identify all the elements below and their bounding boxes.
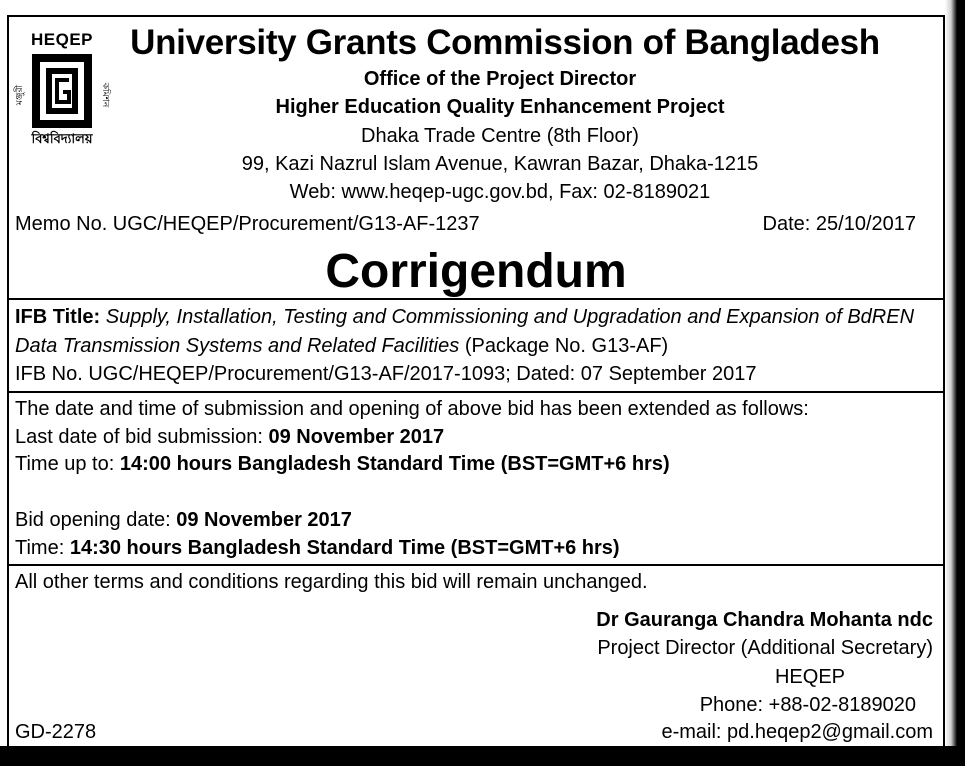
ifb-title-label: IFB Title: <box>15 306 101 328</box>
svg-text:মঞ্জুরী: মঞ্জুরী <box>15 84 25 106</box>
web-fax-line: Web: www.heqep-ugc.gov.bd, Fax: 02-8189021 <box>289 181 711 203</box>
memo-date: Date: 25/10/2017 <box>762 213 916 235</box>
opening-time: 14:30 hours Bangladesh Standard Time (BST=GMT+6 hrs) <box>69 537 620 559</box>
ugc-emblem-icon <box>12 50 112 132</box>
opening-date-line <box>15 508 352 532</box>
svg-text:কমিশন: কমিশন <box>100 82 110 108</box>
memo-number: Memo No. UGC/HEQEP/Procurement/G13-AF-1237 <box>15 213 480 235</box>
logo-top-text: HEQEP <box>30 30 94 49</box>
opening-label: Bid opening date: <box>15 509 171 531</box>
heqep-logo <box>12 30 112 150</box>
opening-time-label: Time: <box>15 537 65 559</box>
submission-time-label: Time up to: <box>15 453 115 475</box>
submission-time: 14:00 hours Bangladesh Standard Time (BST=GMT+6 hrs) <box>119 453 670 475</box>
logo-bottom-text: বিশ্ববিদ্যালয় <box>31 131 93 146</box>
ifb-title-line-1 <box>15 305 914 329</box>
bottom-border <box>0 746 965 766</box>
office-line: Office of the Project Director <box>363 68 637 90</box>
divider-2 <box>7 391 945 393</box>
gd-number: GD-2278 <box>15 721 97 743</box>
address-line-1: Dhaka Trade Centre (8th Floor) <box>361 125 639 147</box>
signatory-name: Dr Gauranga Chandra Mohanta ndc <box>596 609 933 631</box>
submission-time-line <box>15 452 670 476</box>
organization-title: University Grants Commission of Bangladesh <box>130 23 880 62</box>
submission-date: 09 November 2017 <box>268 426 445 448</box>
extension-intro: The date and time of submission and opening of above bid has been extended as follows: <box>15 398 809 420</box>
submission-label: Last date of bid submission: <box>15 426 263 448</box>
divider-3 <box>7 564 945 566</box>
other-terms: All other terms and conditions regarding this bid will remain unchanged. <box>15 571 648 593</box>
ifb-title-text-1: Supply, Installation, Testing and Commissioning and Upgradation and Expansion of BdREN <box>105 306 915 328</box>
address-line-2: 99, Kazi Nazrul Islam Avenue, Kawran Bazar, Dhaka-1215 <box>241 153 759 175</box>
opening-time-line <box>15 536 620 560</box>
ifb-title-line-2 <box>15 334 668 358</box>
scan-edge <box>945 0 965 746</box>
signatory-org: HEQEP <box>774 666 846 688</box>
divider-1 <box>7 298 945 300</box>
project-line: Higher Education Quality Enhancement Project <box>275 96 725 118</box>
signatory-phone: Phone: +88-02-8189020 <box>699 694 916 716</box>
signatory-email: e-mail: pd.heqep2@gmail.com <box>661 721 933 743</box>
submission-date-line <box>15 425 444 449</box>
ifb-title-text-2: Data Transmission Systems and Related Facilities <box>15 335 460 357</box>
ifb-package: (Package No. G13-AF) <box>464 335 669 357</box>
ifb-number: IFB No. UGC/HEQEP/Procurement/G13-AF/2017-1093; Dated: 07 September 2017 <box>15 363 757 385</box>
corrigendum-heading: Corrigendum <box>325 245 627 298</box>
signatory-designation: Project Director (Additional Secretary) <box>597 637 933 659</box>
opening-date: 09 November 2017 <box>176 509 352 531</box>
